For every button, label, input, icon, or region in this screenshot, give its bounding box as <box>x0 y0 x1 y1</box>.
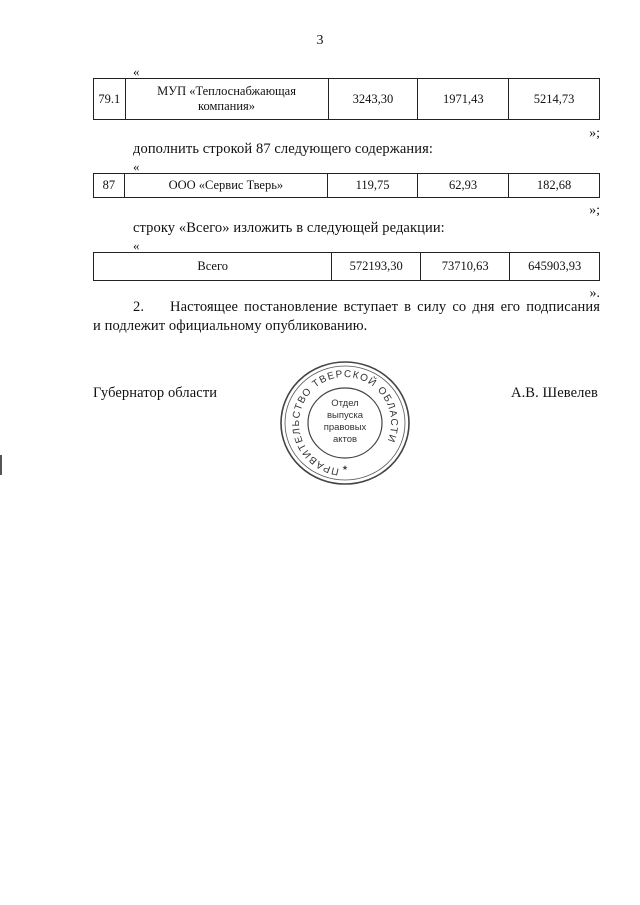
close-quote-3: ». <box>589 286 600 301</box>
cell-organization: ООО «Сервис Тверь» <box>124 174 327 198</box>
scan-edge-mark <box>0 455 2 475</box>
cell-value-1: 3243,30 <box>328 79 418 120</box>
cell-value-1: 572193,30 <box>332 253 421 281</box>
signature-position: Губернатор области <box>93 385 218 401</box>
stamp-line-1: Отдел <box>331 398 359 409</box>
open-quote-2: « <box>133 159 140 174</box>
open-quote-3: « <box>133 238 140 253</box>
table-row-79-1 <box>93 78 600 120</box>
close-quote-2: »; <box>589 203 600 218</box>
open-quote-1: « <box>133 64 140 79</box>
table-row-87 <box>93 173 600 198</box>
paragraph-line-2: и подлежит официальному опубликованию. <box>93 318 368 334</box>
stamp-line-3: правовых <box>323 422 367 433</box>
page-number: 3 <box>316 33 324 48</box>
paragraph-line-1: Настоящее постановление вступает в силу со дня его подписания <box>170 299 600 315</box>
cell-total-label: Всего <box>94 253 332 281</box>
cell-value-1: 119,75 <box>328 174 418 198</box>
cell-number: 79.1 <box>94 79 126 120</box>
stamp-line-2: выпуска <box>326 410 364 421</box>
cell-value-2: 1971,43 <box>418 79 509 120</box>
cell-value-3: 5214,73 <box>509 79 600 120</box>
close-quote-1: »; <box>589 126 600 141</box>
stamp-line-4: актов <box>332 434 358 445</box>
cell-value-3: 182,68 <box>509 174 600 198</box>
official-stamp <box>277 358 413 488</box>
cell-number: 87 <box>94 174 125 198</box>
stamp-star-icon: ★ <box>341 464 349 472</box>
table-row-total <box>93 252 600 281</box>
stamp-ring-text: ПРАВИТЕЛЬСТВО ТВЕРСКОЙ ОБЛАСТИ <box>291 368 400 477</box>
instruction-total-row: строку «Всего» изложить в следующей редакции: <box>133 220 445 236</box>
instruction-add-row: дополнить строкой 87 следующего содержания: <box>133 141 434 157</box>
cell-organization: МУП «Теплоснабжающая компания» <box>125 79 328 120</box>
paragraph-number: 2. <box>133 299 145 315</box>
cell-value-2: 73710,63 <box>420 253 510 281</box>
cell-value-2: 62,93 <box>418 174 509 198</box>
signature-name: А.В. Шевелев <box>511 385 598 401</box>
cell-value-3: 645903,93 <box>510 253 600 281</box>
